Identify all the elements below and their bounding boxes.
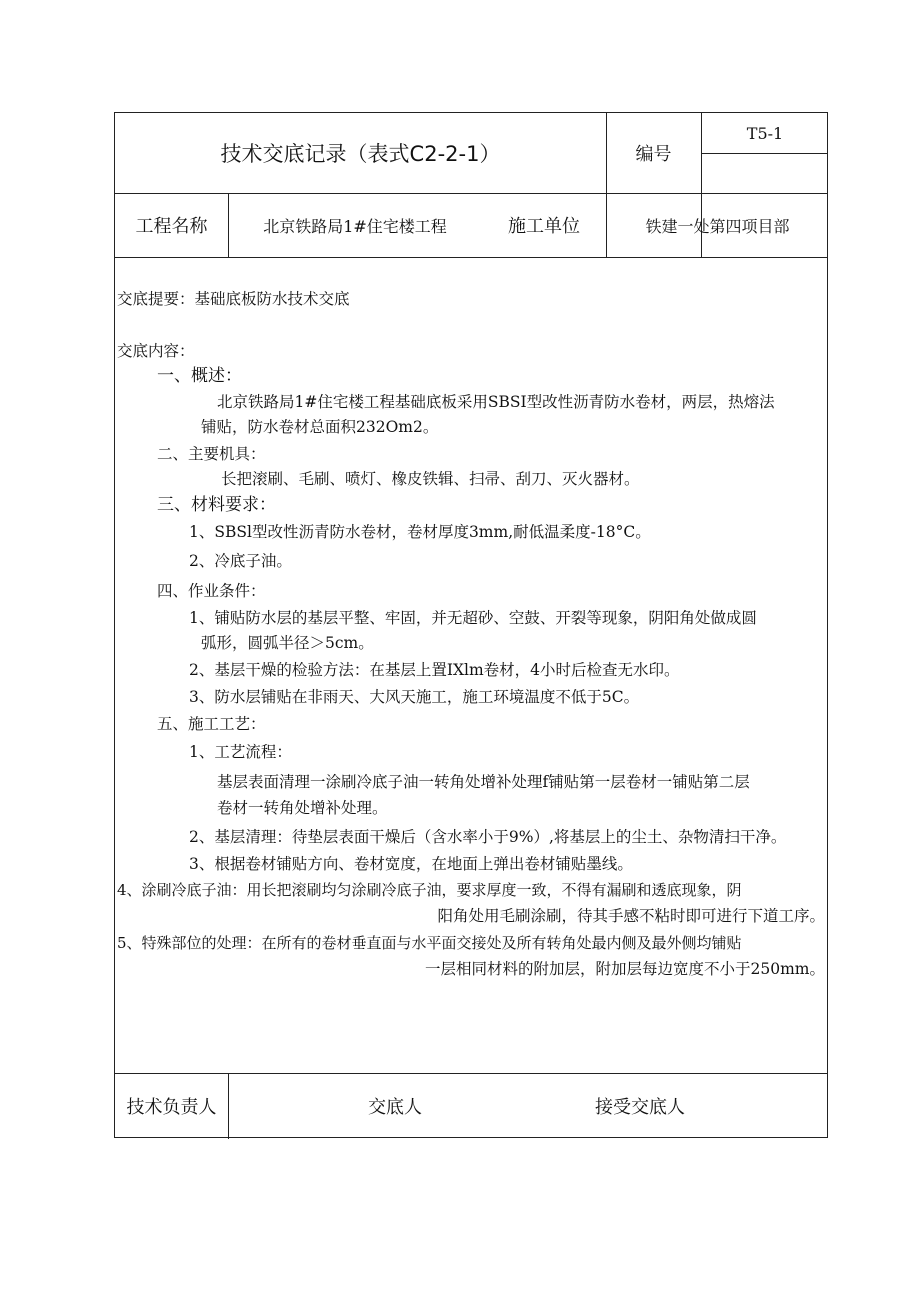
section-5-item-5: 5、特殊部位的处理：在所有的卷材垂直面与水平面交接处及所有转角处最内侧及最外侧均铺贴 <box>117 934 742 952</box>
construction-unit-value: 铁建一处第四项目部 <box>645 216 790 236</box>
section-5-item-2: 2、基层清理：待垫层表面干燥后（含水率小于9%）,将基层上的尘土、杂物清扫干净。 <box>189 828 787 846</box>
section-2-paragraph: 长把滚刷、毛刷、喷灯、橡皮铁辑、扫帚、刮刀、灭火器材。 <box>221 470 640 488</box>
section-5-title: 五、施工工艺： <box>157 715 266 733</box>
technical-disclosure-form <box>114 112 828 1138</box>
section-5-item-5-cont: 一层相同材料的附加层，附加层每边宽度不小于250mm。 <box>425 960 825 978</box>
disclosure-content-label: 交底内容： <box>117 342 195 360</box>
section-3-title: 三、材料要求： <box>157 495 276 515</box>
section-5-flow-cont: 卷材一转角处增补处理。 <box>217 799 388 817</box>
construction-unit-label: 施工单位 <box>508 216 580 237</box>
section-1-paragraph-cont: 铺贴，防水卷材总面积232Om2。 <box>201 418 439 436</box>
section-2-title: 二、主要机具： <box>157 445 266 463</box>
disclosure-summary: 交底提要：基础底板防水技术交底 <box>117 290 350 308</box>
section-5-flow: 基层表面清理一涂刷冷底子油一转角处增补处理f铺贴第一层卷材一铺贴第二层 <box>217 773 750 791</box>
project-name-value: 北京铁路局1#住宅楼工程 <box>263 216 447 236</box>
footer-label-border <box>228 1073 229 1139</box>
section-4-title: 四、作业条件： <box>157 582 266 600</box>
section-4-item-1-cont: 弧形，圆弧半径＞5cm。 <box>201 634 374 652</box>
section-5-item-1: 1、工艺流程： <box>189 743 292 761</box>
number-label: 编号 <box>635 144 672 165</box>
discloser-label: 交底人 <box>368 1097 422 1118</box>
number-value-secondary <box>701 153 829 193</box>
technical-lead-label: 技术负责人 <box>126 1097 217 1118</box>
receiver-label: 接受交底人 <box>595 1097 685 1118</box>
section-5-item-4: 4、涂刷冷底子油：用长把滚刷均匀涂刷冷底子油，要求厚度一致，不得有漏刷和透底现象，阴 <box>117 881 742 899</box>
section-4-item-3: 3、防水层铺贴在非雨天、大风天施工，施工环境温度不低于5C。 <box>189 688 640 706</box>
section-5-item-4-cont: 阳角处用毛刷涂刷，待其手感不粘时即可进行下道工序。 <box>437 907 825 925</box>
section-5-item-3: 3、根据卷材铺贴方向、卷材宽度，在地面上弹出卷材铺贴墨线。 <box>189 855 633 873</box>
section-3-item-1: 1、SBSl型改性沥青防水卷材，卷材厚度3mm,耐低温柔度-18°C。 <box>189 523 651 541</box>
section-3-item-2: 2、冷底子油。 <box>189 552 292 570</box>
section-1-paragraph: 北京铁路局1#住宅楼工程基础底板采用SBSI型改性沥青防水卷材，两层，热熔法 <box>217 393 775 411</box>
form-title: 技术交底记录（表式C2-2-1） <box>220 142 501 166</box>
number-value: T5-1 <box>746 123 784 143</box>
section-4-item-2: 2、基层干燥的检验方法：在基层上置IXlm卷材，4小时后检查无水印。 <box>189 661 680 679</box>
section-1-title: 一、概述： <box>157 366 242 386</box>
project-name-label: 工程名称 <box>135 216 208 237</box>
info-divider <box>115 257 827 258</box>
section-4-item-1: 1、铺贴防水层的基层平整、牢固，并无超砂、空鼓、开裂等现象，阴阳角处做成圆 <box>189 609 757 627</box>
